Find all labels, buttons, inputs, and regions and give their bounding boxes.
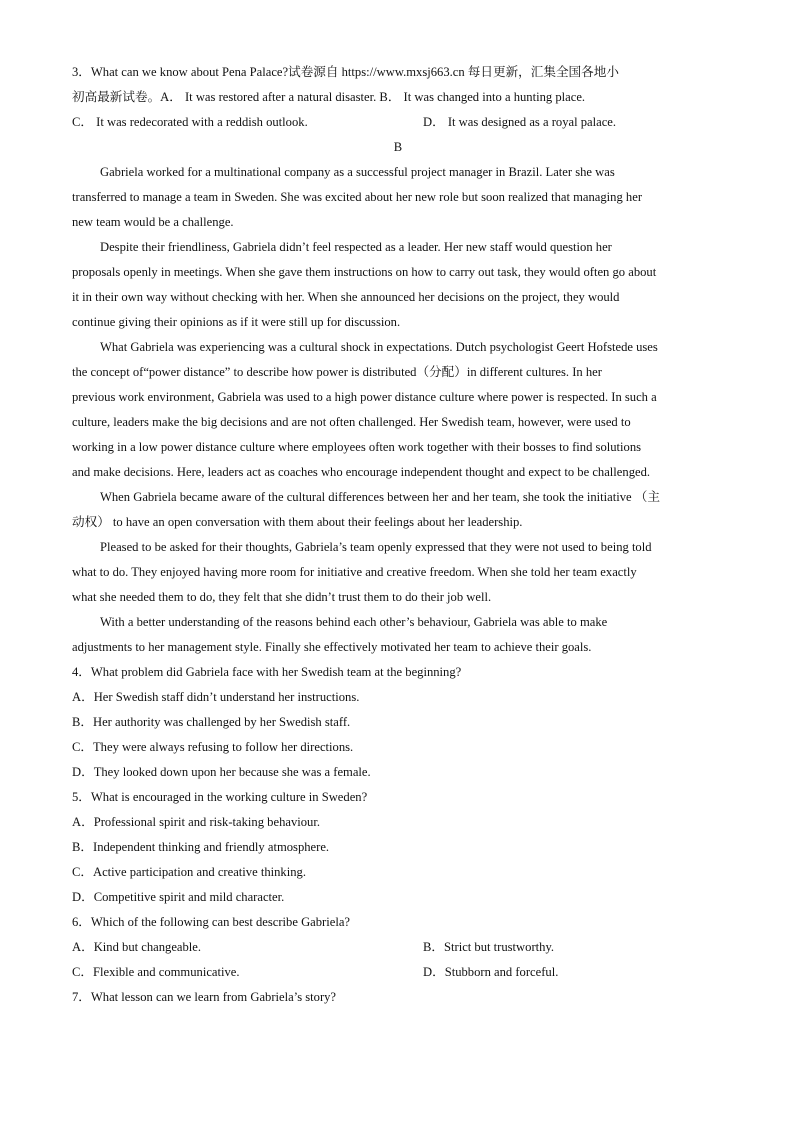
question-5-stem: 5．What is encouraged in the working culture in Sweden? <box>72 790 368 804</box>
question-4 <box>72 660 724 785</box>
passage-line: what to do. They enjoyed having more room for initiative and creative freedom. When she told her team exactly <box>72 565 637 579</box>
exam-page <box>72 60 724 1010</box>
question-7 <box>72 985 724 1010</box>
question-5-option-a: A．Professional spirit and risk-taking behaviour. <box>72 815 320 829</box>
passage-line: working in a low power distance culture where employees often work together with their bosses to find solutions <box>72 440 642 454</box>
passage-line: previous work environment, Gabriela was used to a high power distance culture where power is respected. In such a <box>72 390 657 404</box>
question-3-line-2: 初高最新试卷。A． It was restored after a natural disaster. B． It was changed into a hunting place. <box>72 90 586 104</box>
question-4-option-b: B．Her authority was challenged by her Swedish staff. <box>72 715 351 729</box>
question-6-option-a: A．Kind but changeable. <box>72 940 202 954</box>
question-7-stem: 7．What lesson can we learn from Gabriela’s story? <box>72 990 337 1004</box>
passage-line: Pleased to be asked for their thoughts, Gabriela’s team openly expressed that they were not used to being told <box>100 540 652 554</box>
question-3-option-c: C． It was redecorated with a reddish outlook. <box>72 115 308 129</box>
question-6-option-d: D．Stubborn and forceful. <box>423 965 559 979</box>
question-4-option-c: C．They were always refusing to follow her directions. <box>72 740 354 754</box>
section-label: B <box>393 140 403 154</box>
passage-line: Gabriela worked for a multinational company as a successful project manager in Brazil. Later she was <box>100 165 615 179</box>
question-6-option-c: C．Flexible and communicative. <box>72 965 240 979</box>
reading-passage <box>72 160 724 660</box>
question-3-line-1: 3．What can we know about Pena Palace?试卷源自 https://www.mxsj663.cn 每日更新，汇集全国各地小 <box>72 65 619 79</box>
question-3-option-d: D． It was designed as a royal palace. <box>423 115 617 129</box>
passage-line: and make decisions. Here, leaders act as coaches who encourage independent thought and expect to be challenged. <box>72 465 651 479</box>
passage-line: what she needed them to do, they felt that she didn’t trust them to do their job well. <box>72 590 492 604</box>
question-5-option-d: D．Competitive spirit and mild character. <box>72 890 285 904</box>
passage-line: culture, leaders make the big decisions and are not often challenged. Her Swedish team, however, were used to <box>72 415 631 429</box>
passage-line: continue giving their opinions as if it were still up for discussion. <box>72 315 401 329</box>
question-4-stem: 4．What problem did Gabriela face with her Swedish team at the beginning? <box>72 665 462 679</box>
passage-line: adjustments to her management style. Finally she effectively motivated her team to achieve their goals. <box>72 640 592 654</box>
question-5-option-b: B．Independent thinking and friendly atmosphere. <box>72 840 330 854</box>
passage-line: What Gabriela was experiencing was a cultural shock in expectations. Dutch psychologist Geert Hofstede uses <box>100 340 658 354</box>
passage-line: proposals openly in meetings. When she gave them instructions on how to carry out task, they would often go about <box>72 265 657 279</box>
question-6 <box>72 910 724 985</box>
question-5 <box>72 785 724 910</box>
passage-line: new team would be a challenge. <box>72 215 234 229</box>
passage-line: Despite their friendliness, Gabriela didn’t feel respected as a leader. Her new staff would question her <box>100 240 612 254</box>
passage-line: With a better understanding of the reasons behind each other’s behaviour, Gabriela was able to make <box>100 615 608 629</box>
question-6-options-cd <box>72 960 724 985</box>
question-3-options-cd <box>72 110 724 135</box>
passage-line: the concept of“power distance” to describe how power is distributed（分配）in different cultures. In her <box>72 365 602 379</box>
passage-line: 动权） to have an open conversation with them about their feelings about her leadership. <box>72 515 523 529</box>
passage-line: When Gabriela became aware of the cultural differences between her and her team, she took the initiative （主 <box>100 490 660 504</box>
question-4-option-a: A．Her Swedish staff didn’t understand her instructions. <box>72 690 360 704</box>
question-4-option-d: D．They looked down upon her because she was a female. <box>72 765 371 779</box>
question-6-options-ab <box>72 935 724 960</box>
question-6-option-b: B．Strict but trustworthy. <box>423 940 555 954</box>
passage-line: transferred to manage a team in Sweden. She was excited about her new role but soon realized that managing her <box>72 190 643 204</box>
question-6-stem: 6．Which of the following can best describe Gabriela? <box>72 915 351 929</box>
passage-line: it in their own way without checking with her. When she announced her decisions on the project, they would <box>72 290 620 304</box>
question-5-option-c: C．Active participation and creative thinking. <box>72 865 306 879</box>
